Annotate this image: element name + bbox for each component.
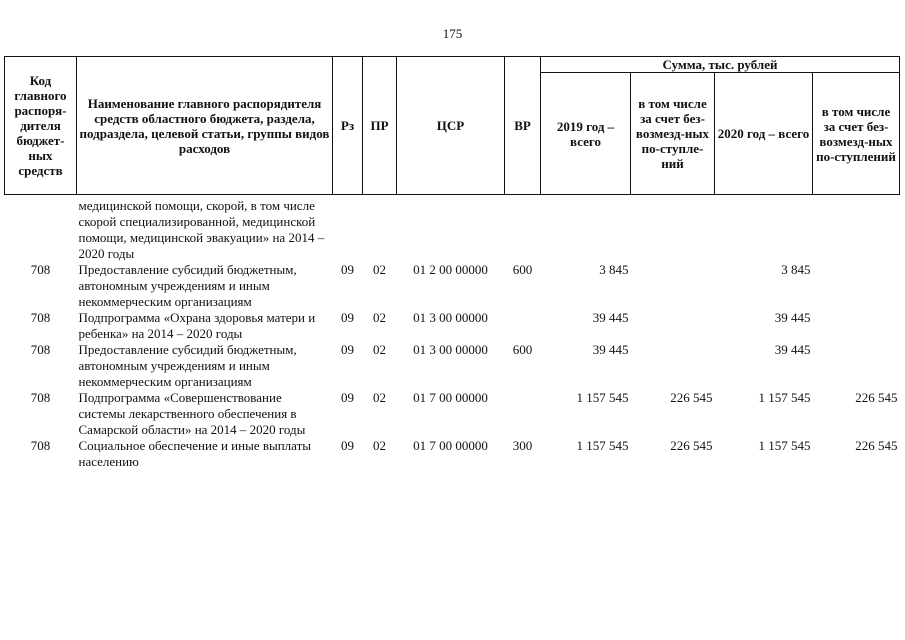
cell-2019-total: [541, 195, 631, 263]
cell-2020-free: [813, 310, 900, 342]
cell-2020-free: 226 545: [855, 390, 898, 405]
cell-csr: 01 2 00 00000: [413, 262, 488, 277]
cell-pr: 02: [373, 262, 386, 277]
cell-2019-free: [631, 342, 715, 390]
cell-code: [5, 195, 77, 263]
cell-name: Подпрограмма «Совершенствование системы лекарственного обеспечения в Самарской области» на 2014 – 2020 годы: [78, 390, 306, 437]
cell-vr: [505, 390, 541, 438]
cell-pr: 02: [373, 390, 386, 405]
header-rz: Рз: [333, 57, 363, 195]
table-row: [5, 390, 900, 438]
cell-2020-free: 226 545: [855, 438, 898, 453]
cell-2020-free: [813, 195, 900, 263]
budget-table: [4, 56, 900, 470]
cell-pr: 02: [373, 342, 386, 357]
header-row-top: [5, 57, 900, 73]
header-2020-free: в том числе за счет без-возмезд-ных по-ступлений: [813, 73, 900, 195]
cell-name: Подпрограмма «Охрана здоровья матери и ребенка» на 2014 – 2020 годы: [78, 310, 316, 341]
table-row: [5, 438, 900, 470]
cell-2019-total: 39 445: [592, 342, 629, 357]
cell-2020-total: 3 845: [781, 262, 811, 277]
cell-csr: 01 7 00 00000: [413, 438, 488, 453]
cell-pr: 02: [373, 438, 386, 453]
cell-2020-total: 1 157 545: [758, 438, 811, 453]
header-vr: ВР: [505, 57, 541, 195]
cell-name: медицинской помощи, скорой, в том числе скорой специализированной, медицинской помощи, медицинской эвакуации» на 2014 – 2020 годы: [78, 198, 325, 261]
cell-csr: 01 7 00 00000: [413, 390, 488, 405]
cell-rz: 09: [341, 342, 354, 357]
header-pr: ПР: [363, 57, 397, 195]
cell-2019-free: 226 545: [670, 438, 713, 453]
cell-code: 708: [30, 310, 51, 325]
cell-rz: 09: [341, 438, 354, 453]
cell-2020-total: 39 445: [774, 310, 811, 325]
table-row: [5, 195, 900, 263]
cell-rz: [333, 195, 363, 263]
cell-name: Социальное обеспечение и иные выплаты населению: [78, 438, 312, 469]
header-csr: ЦСР: [397, 57, 505, 195]
cell-2019-total: 39 445: [592, 310, 629, 325]
cell-pr: [363, 195, 397, 263]
cell-2019-free: [631, 262, 715, 310]
cell-csr: 01 3 00 00000: [413, 310, 488, 325]
cell-2019-total: 3 845: [599, 262, 629, 277]
header-name: Наименование главного распорядителя средств областного бюджета, раздела, подраздела, целевой статьи, группы видов расходов: [77, 57, 333, 195]
cell-vr: 600: [512, 262, 533, 277]
cell-vr: 600: [512, 342, 533, 357]
table-row: [5, 262, 900, 310]
cell-name: Предоставление субсидий бюджетным, автономным учреждениям и иным некоммерческим организациям: [78, 342, 297, 389]
cell-2020-total: [715, 195, 813, 263]
header-code: Код главного распоря-дителя бюджет-ных средств: [5, 57, 77, 195]
table-row: [5, 342, 900, 390]
cell-pr: 02: [373, 310, 386, 325]
cell-2019-free: [631, 310, 715, 342]
cell-2019-total: 1 157 545: [576, 438, 629, 453]
header-2019-free: в том числе за счет без-возмезд-ных по-ступле-ний: [631, 73, 715, 195]
cell-rz: 09: [341, 390, 354, 405]
cell-code: 708: [30, 390, 51, 405]
cell-2020-total: 1 157 545: [758, 390, 811, 405]
cell-code: 708: [30, 342, 51, 357]
cell-2019-total: 1 157 545: [576, 390, 629, 405]
cell-name: Предоставление субсидий бюджетным, автономным учреждениям и иным некоммерческим организациям: [78, 262, 297, 309]
cell-csr: [397, 195, 505, 263]
cell-vr: 300: [512, 438, 533, 453]
cell-2020-free: [813, 342, 900, 390]
page-number: 175: [442, 26, 463, 41]
cell-code: 708: [30, 438, 51, 453]
cell-rz: 09: [341, 310, 354, 325]
cell-2020-total: 39 445: [774, 342, 811, 357]
cell-vr: [505, 195, 541, 263]
header-2019-total: 2019 год – всего: [541, 73, 631, 195]
cell-2019-free: 226 545: [670, 390, 713, 405]
header-2020-total: 2020 год – всего: [715, 73, 813, 195]
cell-vr: [505, 310, 541, 342]
cell-2019-free: [631, 195, 715, 263]
cell-2020-free: [813, 262, 900, 310]
table-row: [5, 310, 900, 342]
cell-csr: 01 3 00 00000: [413, 342, 488, 357]
header-sum: Сумма, тыс. рублей: [541, 57, 900, 73]
cell-rz: 09: [341, 262, 354, 277]
cell-code: 708: [30, 262, 51, 277]
